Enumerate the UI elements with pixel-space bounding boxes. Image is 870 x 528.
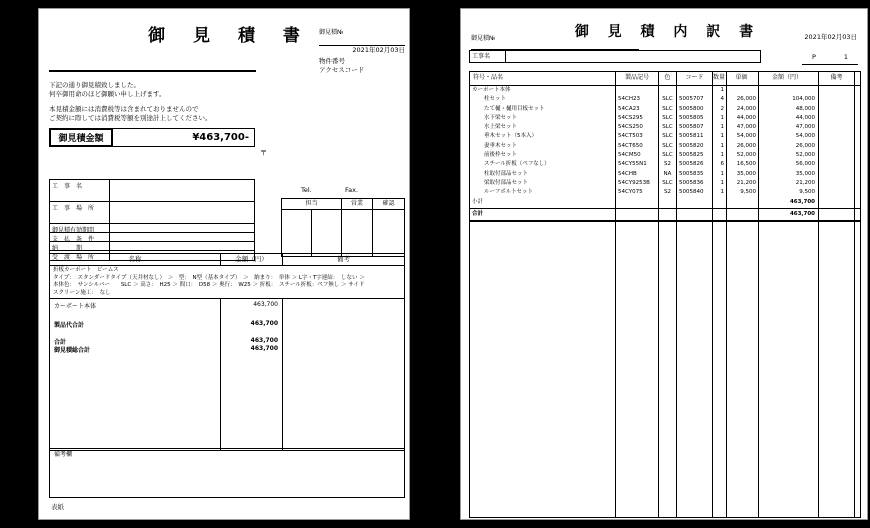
info-label: 納 期	[50, 242, 110, 250]
approval-stamp-table	[281, 198, 405, 257]
subtotal-label: 小計	[470, 198, 616, 208]
table-row: 柱取付部品セット 54CHB NA 5005835 1 35,000 35,000	[470, 170, 860, 179]
summary-item-name: カーポート本体	[54, 303, 97, 310]
total-label: 合計	[470, 209, 616, 220]
stamp-cell	[342, 210, 373, 256]
summary-items-area	[50, 299, 404, 450]
info-value	[110, 202, 254, 223]
stamp-cell	[312, 210, 342, 256]
subtotal-row	[470, 198, 860, 208]
access-code-label: アクセスコード	[319, 66, 365, 74]
cover-date: 2021年02月03日	[352, 46, 405, 54]
summary-item-amount: 463,700	[250, 337, 278, 344]
column-header: 符号・品名	[470, 72, 616, 85]
table-row: ルーフボルトセット 54CY075 S2 5005840 1 9,500 9,500	[470, 188, 860, 197]
table-row	[50, 202, 254, 224]
project-name-label: 工事名	[470, 51, 506, 62]
stamp-header: 担当	[282, 199, 342, 209]
table-row: 垂木セット（5本入） 54CT503 SLC 5005811 1 54,000 54,000	[470, 132, 860, 141]
table-row: 前後枠セット 54CM50 SLC 5005825 1 52,000 52,000	[470, 151, 860, 160]
column-header-blank	[855, 72, 860, 85]
column-header: 金額（円）	[759, 72, 819, 85]
column-header: 製品記号	[616, 72, 659, 85]
table-row: たて樋・樋用目板セット 54CA23 SLC 5005800 2 24,000 48,000	[470, 105, 860, 114]
summary-item-amount: 463,700	[253, 301, 278, 308]
stamp-body-row	[282, 210, 404, 256]
breakdown-table	[469, 71, 861, 518]
column-header: 名称	[50, 254, 221, 265]
stamp-header: 営業	[342, 199, 373, 209]
estimate-amount-label: 御見積金額	[49, 128, 113, 147]
info-value	[110, 180, 254, 201]
estimate-number-label: 御見積№	[471, 35, 639, 50]
tax-note-text: 本見積金額には消費税等は含まれておりませんので ご契約に際しては消費税等額を別途計上してください。	[49, 105, 212, 122]
page-label: P	[812, 53, 816, 61]
estimate-amount-value: ¥463,700-	[113, 128, 255, 147]
column-header: 色	[659, 72, 677, 85]
greeting-text: 下記の通り御見積致しました。 何卒御用命のほど御願い申し上げます。	[49, 81, 166, 98]
page-number: 1	[843, 53, 848, 61]
total-amount: 463,700	[759, 209, 819, 220]
info-value	[110, 233, 254, 241]
info-label: 受 渡 場 所	[50, 251, 110, 260]
table-row	[50, 233, 254, 242]
stamp-cell	[282, 210, 312, 256]
table-row: 水上梁セット 54CS250 SLC 5005807 1 47,000 47,000	[470, 123, 860, 132]
breakdown-title: 御 見 積 内 訳 書	[574, 24, 761, 40]
project-info-table	[49, 179, 255, 261]
estimate-breakdown-page	[460, 8, 868, 520]
table-row: 水下梁セット 54CS295 SLC 5005805 1 44,000 44,000	[470, 114, 860, 123]
estimate-amount-box	[49, 128, 255, 147]
estimate-cover-page	[38, 8, 410, 520]
summary-item-name: 製品代合計	[54, 322, 85, 329]
stamp-header: 確認	[382, 200, 395, 207]
column-header: 備考	[337, 255, 350, 263]
info-label: 工 事 場 所	[50, 202, 110, 223]
summary-item-name: 御見積総合計	[54, 347, 91, 354]
column-header: 備考	[819, 72, 855, 85]
column-header: コード	[677, 72, 713, 85]
column-divider	[282, 299, 283, 450]
column-header: 金額（円）	[221, 254, 283, 265]
stamp-cell	[373, 210, 404, 256]
project-name-value	[506, 51, 760, 62]
info-value	[110, 224, 254, 232]
breakdown-header-row	[470, 72, 860, 86]
divider-rule	[49, 70, 256, 72]
table-row: 柱セット 54CH23 SLC 5005707 4 26,000 104,000	[470, 95, 860, 104]
column-header: 単価	[727, 72, 759, 85]
table-row	[50, 242, 254, 251]
total-row	[470, 208, 860, 222]
subtotal-amount: 463,700	[759, 198, 819, 208]
cover-title: 御 見 積 書	[148, 26, 311, 46]
table-row	[50, 224, 254, 233]
sheet-tab-label: 表紙	[51, 503, 64, 511]
summary-item-amount: 463,700	[250, 320, 278, 327]
info-value	[110, 242, 254, 250]
project-name-field	[469, 50, 761, 63]
stamp-header-row	[282, 199, 404, 210]
table-row: 妻垂木セット 54CT650 SLC 5005820 1 26,000 26,000	[470, 142, 860, 151]
summary-header-row	[50, 254, 404, 266]
column-header: 数量	[713, 72, 727, 85]
tel-label: Tel.	[301, 186, 312, 194]
estimate-summary-table	[49, 253, 405, 451]
remarks-box	[49, 448, 405, 498]
empty-rows-area	[470, 222, 860, 517]
group-row: カーポート本体 1	[470, 86, 860, 95]
fax-label: Fax.	[345, 186, 359, 194]
estimate-number-label: 御見積№	[319, 29, 405, 46]
breakdown-date: 2021年02月03日	[804, 33, 857, 41]
summary-item-name: 合計	[54, 339, 67, 346]
page-indicator	[802, 53, 858, 65]
table-row: 梁取付部品セット 54CY9253B SLC 5005836 1 21,200 21,200	[470, 179, 860, 188]
remarks-label: 備考欄	[54, 451, 73, 458]
table-row	[50, 180, 254, 202]
product-description: 折板カーポート ビームス タイプ： スタンダードタイプ（天井材なし） ＞ 型： N型（基本タイプ） ＞ 納まり： 単体 ＞ L字・T字連結： しない ＞ 本体色： サンシルバー SLC ＞ 高さ： H25 ＞ 間口： D58 ＞ 奥行： W25 ＞ 折板： スチール折板：ペフ無し ＞ サイド スクリーン施工： なし	[50, 266, 404, 299]
property-number-label: 物件番号	[319, 57, 345, 65]
postal-mark: 〒	[260, 149, 267, 157]
table-row: スチール折板（ペフなし） 54CY55N1 S2 5005826 6 16,500 56,000	[470, 160, 860, 169]
info-label: 工 事 名	[50, 180, 110, 201]
summary-item-amount: 463,700	[250, 345, 278, 352]
info-label: 御見積有効期間	[50, 224, 110, 232]
info-label: 支 払 条 件	[50, 233, 110, 241]
